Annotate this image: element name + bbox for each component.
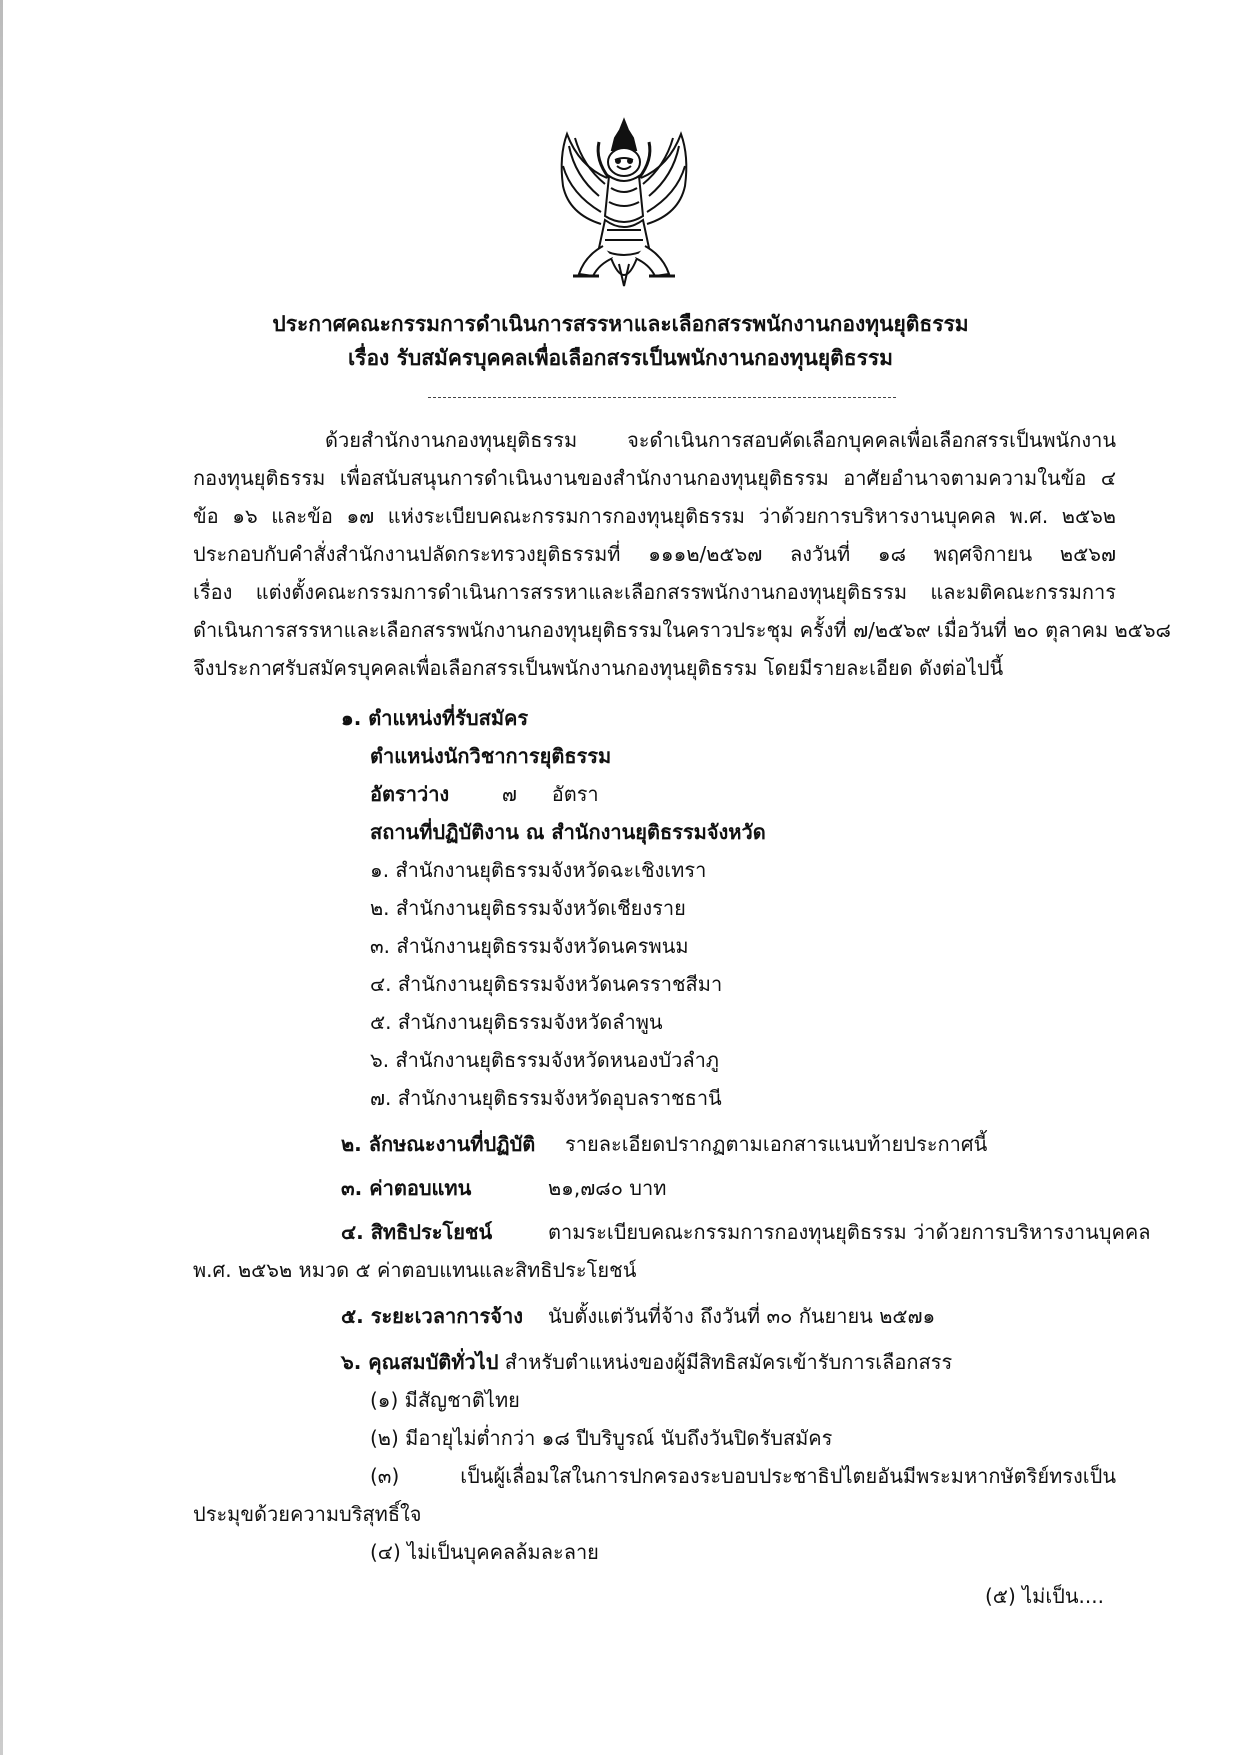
section-4-text-1: ตามระเบียบคณะกรรมการกองทุนยุติธรรม ว่าด้วยการบริหารงานบุคคล: [548, 1220, 1151, 1244]
office-item-2: ๒. สำนักงานยุติธรรมจังหวัดเชียงราย: [370, 896, 686, 920]
intro-line-6: ดำเนินการสรรหาและเลือกสรรพนักงานกองทุนยุติธรรมในคราวประชุม ครั้งที่ ๗/๒๕๖๙ เมื่อวันที่ ๒๐ ตุลาคม ๒๕๖๘: [193, 618, 1171, 642]
intro-line-1: ด้วยสำนักงานกองทุนยุติธรรม จะดำเนินการสอบคัดเลือกบุคคลเพื่อเลือกสรรเป็นพนักงาน: [325, 428, 1116, 452]
office-item-5: ๕. สำนักงานยุติธรรมจังหวัดลำพูน: [370, 1010, 663, 1034]
intro-line-4: ประกอบกับคำสั่งสำนักงานปลัดกระทรวงยุติธรรมที่ ๑๑๑๒/๒๕๖๗ ลงวันที่ ๑๘ พฤศจิกายน ๒๕๖๗: [193, 542, 1116, 566]
office-item-4: ๔. สำนักงานยุติธรรมจังหวัดนครราชสีมา: [370, 972, 723, 996]
intro-line-2: กองทุนยุติธรรม เพื่อสนับสนุนการดำเนินงานของสำนักงานกองทุนยุติธรรม อาศัยอำนาจตามความในข้อ ๔: [193, 466, 1116, 490]
scan-edge: [0, 0, 3, 1755]
section-2-heading: ๒. ลักษณะงานที่ปฏิบัติ: [341, 1132, 536, 1156]
qualification-item-3a: (๓) เป็นผู้เลื่อมใสในการปกครองระบอบประชาธิปไตยอันมีพระมหากษัตริย์ทรงเป็น: [370, 1464, 1116, 1488]
qualification-item-1: (๑) มีสัญชาติไทย: [370, 1388, 520, 1412]
office-item-7: ๗. สำนักงานยุติธรรมจังหวัดอุบลราชธานี: [370, 1086, 722, 1110]
intro-line-3: ข้อ ๑๖ และข้อ ๑๗ แห่งระเบียบคณะกรรมการกองทุนยุติธรรม ว่าด้วยการบริหารงานบุคคล พ.ศ. ๒๕๖๒: [193, 504, 1116, 528]
section-2-text: รายละเอียดปรากฏตามเอกสารแนบท้ายประกาศนี้: [565, 1132, 988, 1156]
section-3-text: ๒๑,๗๘๐ บาท: [548, 1176, 667, 1200]
office-item-6: ๖. สำนักงานยุติธรรมจังหวัดหนองบัวลำภู: [370, 1048, 719, 1072]
office-item-1: ๑. สำนักงานยุติธรรมจังหวัดฉะเชิงเทรา: [370, 858, 707, 882]
qualification-item-2: (๒) มีอายุไม่ต่ำกว่า ๑๘ ปีบริบูรณ์ นับถึงวันปิดรับสมัคร: [370, 1426, 833, 1450]
vacancy-label: อัตราว่าง: [370, 782, 450, 806]
vacancy-unit: อัตรา: [551, 782, 599, 806]
office-item-3: ๓. สำนักงานยุติธรรมจังหวัดนครพนม: [370, 934, 689, 958]
section-4-heading: ๔. สิทธิประโยชน์: [341, 1220, 493, 1244]
garuda-emblem: [549, 116, 699, 294]
intro-line-5: เรื่อง แต่งตั้งคณะกรรมการดำเนินการสรรหาและเลือกสรรพนักงานกองทุนยุติธรรม และมติคณะกรรมการ: [193, 580, 1116, 604]
section-1-heading: ๑. ตำแหน่งที่รับสมัคร: [341, 706, 529, 730]
vacancy-row: [370, 778, 599, 810]
section-5-heading: ๕. ระยะเวลาการจ้าง: [341, 1304, 523, 1328]
section-6-heading: ๖. คุณสมบัติทั่วไป: [341, 1350, 499, 1374]
qualification-item-4: (๔) ไม่เป็นบุคคลล้มละลาย: [370, 1540, 599, 1564]
section-5-text: นับตั้งแต่วันที่จ้าง ถึงวันที่ ๓๐ กันยายน ๒๕๗๑: [548, 1304, 936, 1328]
vacancy-count: ๗: [501, 782, 517, 806]
continuation-marker: (๕) ไม่เป็น....: [985, 1584, 1104, 1608]
position-title: ตำแหน่งนักวิชาการยุติธรรม: [370, 744, 612, 768]
section-4-text-2: พ.ศ. ๒๕๖๒ หมวด ๕ ค่าตอบแทนและสิทธิประโยชน์: [193, 1258, 637, 1282]
section-6-row: [341, 1346, 952, 1378]
title-line-2: เรื่อง รับสมัครบุคคลเพื่อเลือกสรรเป็นพนักงานกองทุนยุติธรรม: [347, 346, 894, 370]
intro-line-7: จึงประกาศรับสมัครบุคคลเพื่อเลือกสรรเป็นพนักงานกองทุนยุติธรรม โดยมีรายละเอียด ดังต่อไปนี้: [193, 656, 1004, 680]
workplace-heading: สถานที่ปฏิบัติงาน ณ สำนักงานยุติธรรมจังหวัด: [370, 820, 766, 844]
title-line-1: ประกาศคณะกรรมการดำเนินการสรรหาและเลือกสรรพนักงานกองทุนยุติธรรม: [272, 312, 969, 336]
title-divider: [428, 397, 896, 398]
qualification-item-3b: ประมุขด้วยความบริสุทธิ์ใจ: [193, 1502, 422, 1526]
section-6-text: สำหรับตำแหน่งของผู้มีสิทธิสมัครเข้ารับการเลือกสรร: [504, 1350, 953, 1374]
section-3-heading: ๓. ค่าตอบแทน: [341, 1176, 472, 1200]
